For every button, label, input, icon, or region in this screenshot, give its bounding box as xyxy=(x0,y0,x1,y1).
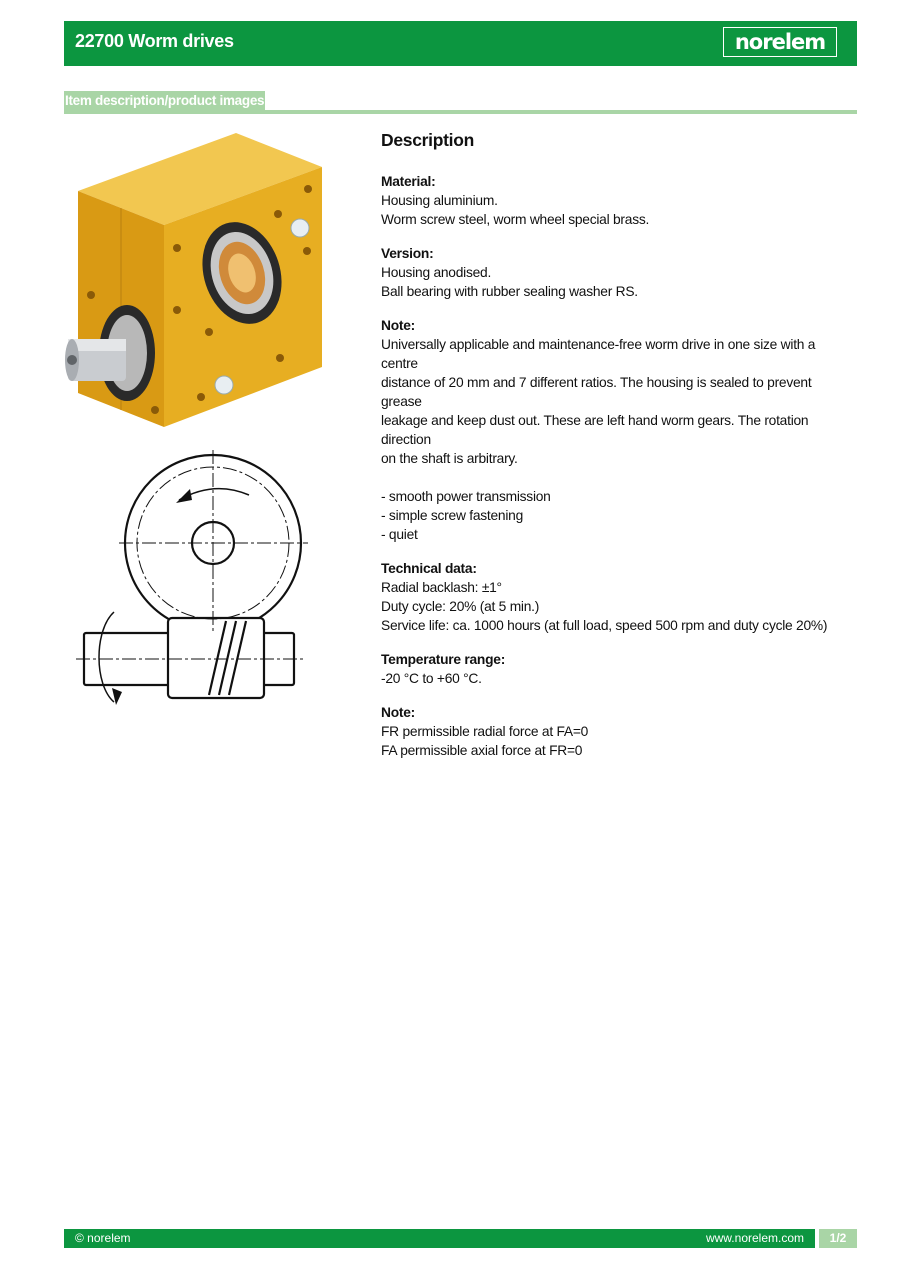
version-label: Version: xyxy=(381,246,434,261)
technical-label: Technical data: xyxy=(381,561,477,576)
note2-label: Note: xyxy=(381,705,416,720)
technical-line: Radial backlash: ±1° xyxy=(381,580,502,595)
temperature-label: Temperature range: xyxy=(381,652,506,667)
page-footer xyxy=(64,1229,815,1248)
version-line: Housing anodised. xyxy=(381,265,492,280)
temperature-block xyxy=(381,650,851,688)
version-line: Ball bearing with rubber sealing washer RS. xyxy=(381,284,638,299)
product-photo xyxy=(64,127,326,432)
section-divider xyxy=(64,110,857,114)
technical-line: Service life: ca. 1000 hours (at full load, speed 500 rpm and duty cycle 20%) xyxy=(381,618,828,633)
note2-line: FA permissible axial force at FR=0 xyxy=(381,743,583,758)
technical-line: Duty cycle: 20% (at 5 min.) xyxy=(381,599,540,614)
description-heading: Description xyxy=(381,130,474,150)
material-block xyxy=(381,172,851,229)
temperature-line: -20 °C to +60 °C. xyxy=(381,671,482,686)
version-block xyxy=(381,244,851,301)
section-tab: Item description/product images xyxy=(65,93,265,108)
feature-item: - smooth power transmission xyxy=(381,489,551,504)
material-line: Housing aluminium. xyxy=(381,193,498,208)
note2-line: FR permissible radial force at FA=0 xyxy=(381,724,589,739)
feature-item: - simple screw fastening xyxy=(381,508,523,523)
norelem-logo xyxy=(723,27,837,57)
feature-item: - quiet xyxy=(381,527,418,542)
material-label: Material: xyxy=(381,174,436,189)
technical-block xyxy=(381,559,851,635)
note-line: leakage and keep dust out. These are left hand worm gears. The rotation direction xyxy=(381,413,809,447)
note-block xyxy=(381,316,851,544)
note-line: on the shaft is arbitrary. xyxy=(381,451,518,466)
page-number: 1/2 xyxy=(819,1229,857,1248)
feature-list xyxy=(381,487,851,544)
material-line: Worm screw steel, worm wheel special brass. xyxy=(381,212,650,227)
note-label: Note: xyxy=(381,318,416,333)
note2-block xyxy=(381,703,851,760)
website-link[interactable]: www.norelem.com xyxy=(705,1231,804,1245)
note-line: Universally applicable and maintenance-free worm drive in one size with a centre xyxy=(381,337,816,371)
copyright: © norelem xyxy=(75,1231,131,1245)
note-line: distance of 20 mm and 7 different ratios. The housing is sealed to prevent grease xyxy=(381,375,812,409)
page-header xyxy=(64,21,857,66)
page-title: 22700 Worm drives xyxy=(75,31,234,51)
logo-text: norelem xyxy=(734,29,826,54)
technical-drawing xyxy=(64,440,326,712)
description-panel xyxy=(381,128,851,775)
